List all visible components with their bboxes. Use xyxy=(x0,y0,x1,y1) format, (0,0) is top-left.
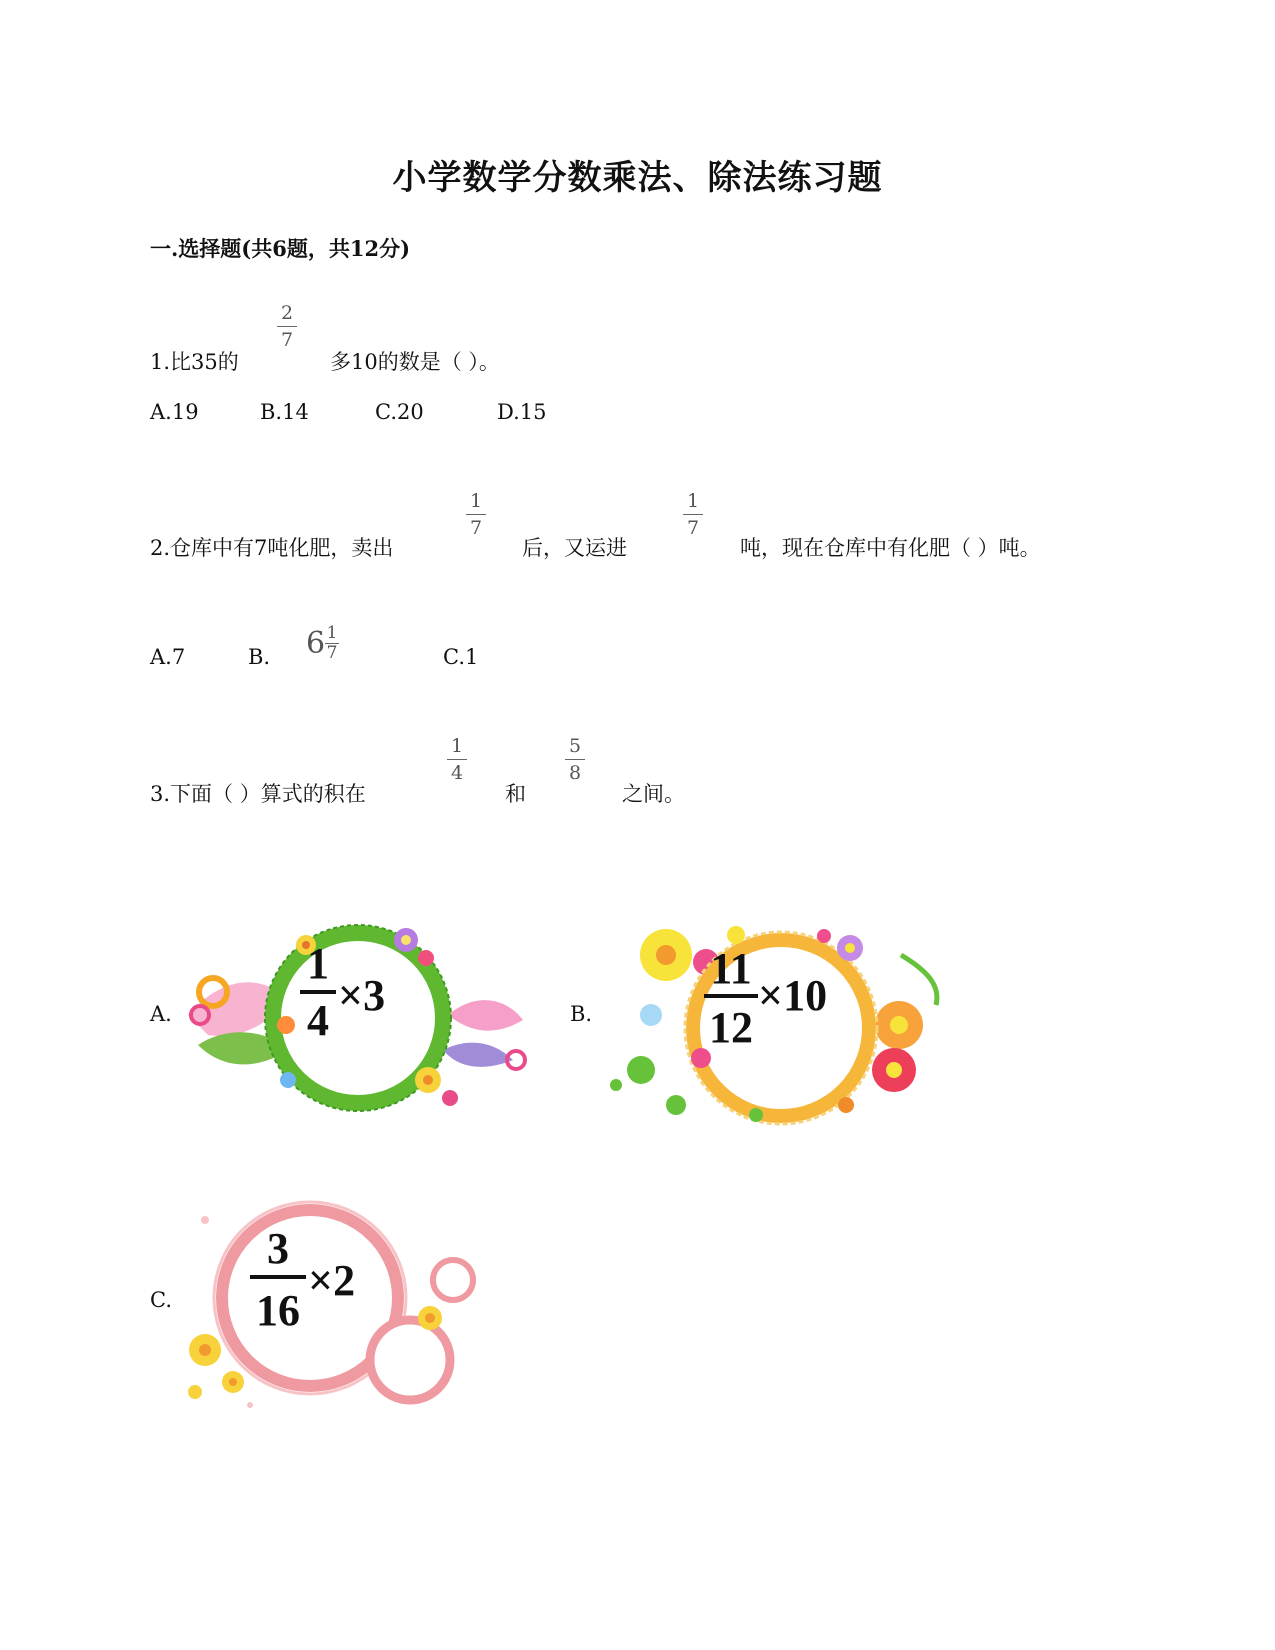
q2-mixed-den: 7 xyxy=(326,643,338,663)
q2-option-b-mixed-number xyxy=(306,625,339,662)
q3-fraction-1 xyxy=(444,735,470,784)
q3-frac1-den: 4 xyxy=(450,762,464,784)
q2-frac1-num: 1 xyxy=(469,490,483,512)
q2-mid: 后，又运进 xyxy=(522,536,627,560)
q1-option-c: C.20 xyxy=(375,400,424,424)
q2-mixed-num: 1 xyxy=(326,623,338,643)
q2-option-b: B. xyxy=(248,645,271,669)
q3-option-c-label: C. xyxy=(150,1288,172,1312)
q3-frac1-num: 1 xyxy=(450,735,464,757)
q2-frac1-den: 7 xyxy=(469,517,483,539)
q3-option-b-num: 11 xyxy=(710,944,752,993)
q2-prefix: 2.仓库中有7吨化肥，卖出 xyxy=(150,536,394,560)
q3-option-c-num: 3 xyxy=(267,1224,289,1273)
q2-option-c: C.1 xyxy=(443,645,479,669)
q3-option-c-image xyxy=(175,1200,495,1420)
q3-option-c-times: ×2 xyxy=(308,1256,356,1305)
q3-option-b-image xyxy=(596,910,946,1135)
q1-option-d: D.15 xyxy=(497,400,547,424)
q3-option-a-den: 4 xyxy=(307,996,329,1045)
q1-frac-den: 7 xyxy=(280,329,294,351)
q2-fraction-2 xyxy=(680,490,706,539)
q3-option-b-den: 12 xyxy=(709,1003,753,1052)
q3-fraction-2 xyxy=(562,735,588,784)
q1-option-b: B.14 xyxy=(260,400,309,424)
q3-frac2-num: 5 xyxy=(568,735,582,757)
q1-fraction xyxy=(274,302,300,351)
q3-option-b-label: B. xyxy=(570,1002,593,1026)
q3-option-a-num: 1 xyxy=(307,939,329,988)
q3-option-a-label: A. xyxy=(150,1002,172,1026)
q1-prefix: 1.比35的 xyxy=(150,350,239,374)
q2-frac2-den: 7 xyxy=(686,517,700,539)
q1-frac-num: 2 xyxy=(280,302,294,324)
q3-prefix: 3.下面（ ）算式的积在 xyxy=(150,782,366,806)
q3-frac2-den: 8 xyxy=(568,762,582,784)
q3-option-a-image xyxy=(178,910,538,1125)
q3-option-c-den: 16 xyxy=(256,1286,300,1335)
q2-fraction-1 xyxy=(463,490,489,539)
q3-option-a-times: ×3 xyxy=(338,971,386,1020)
q2-frac2-num: 1 xyxy=(686,490,700,512)
q1-suffix: 多10的数是（ ）。 xyxy=(330,350,500,374)
q1-option-a: A.19 xyxy=(150,400,199,424)
page-title: 小学数学分数乘法、除法练习题 xyxy=(392,158,883,198)
q2-option-a: A.7 xyxy=(150,645,186,669)
q2-mixed-whole: 6 xyxy=(306,626,326,661)
q3-mid: 和 xyxy=(505,782,526,806)
section-heading: 一.选择题(共6题，共12分) xyxy=(150,236,411,261)
q2-suffix: 吨，现在仓库中有化肥（ ）吨。 xyxy=(740,536,1041,560)
q3-suffix: 之间。 xyxy=(622,782,685,806)
q3-option-b-times: ×10 xyxy=(758,971,828,1020)
